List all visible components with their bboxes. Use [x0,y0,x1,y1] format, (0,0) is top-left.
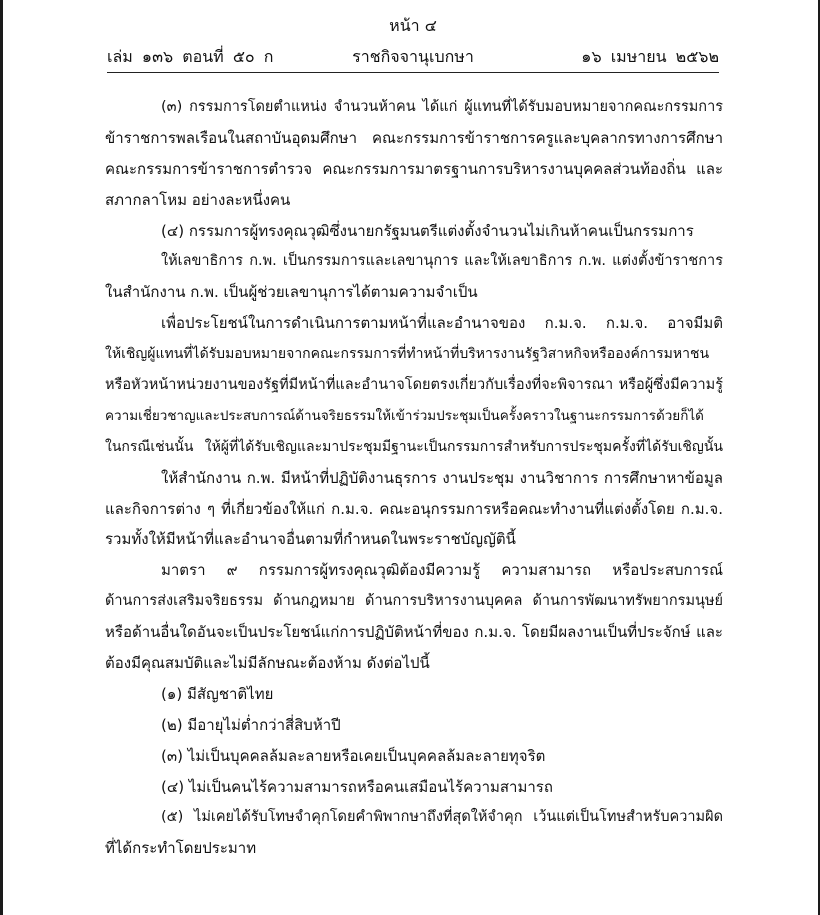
body-line: และกิจการต่าง ๆ ที่เกี่ยวข้องให้แก่ ก.ม.จ. คณะอนุกรรมการหรือคณะทำงานที่แต่งตั้งโดย ก.ม.จ. [105,499,723,518]
body-line: ความเชี่ยวชาญและประสบการณ์ด้านจริยธรรมให้เข้าร่วมประชุมเป็นครั้งคราวในฐานะกรรมการด้วยก็ได้ [105,407,704,424]
volume-issue: เล่ม ๑๓๖ ตอนที่ ๕๐ ก [107,47,274,66]
body-line: ข้าราชการพลเรือนในสถาบันอุดมศึกษา คณะกรรมการข้าราชการครูและบุคลากรทางการศึกษา [105,128,723,147]
body-line: หรือด้านอื่นใดอันจะเป็นประโยชน์แก่การปฏิบัติหน้าที่ของ ก.ม.จ. โดยมีผลงานเป็นที่ประจักษ์ และ [105,623,723,642]
body-line: ให้เชิญผู้แทนที่ได้รับมอบหมายจากคณะกรรมการที่ทำหน้าที่บริหารงานรัฐวิสาหกิจหรือองค์การมหาชน [105,346,710,363]
header-divider [107,72,719,73]
body-line: ในกรณีเช่นนั้น ให้ผู้ที่ได้รับเชิญและมาประชุมมีฐานะเป็นกรรมการสำหรับการประชุมครั้งที่ได้รับเชิญนั้น [105,438,723,455]
body-line: (๓) ไม่เป็นบุคคลล้มละลายหรือเคยเป็นบุคคลล้มละลายทุจริต [161,746,546,765]
document-body [105,92,723,864]
body-line: (๔) ไม่เป็นคนไร้ความสามารถหรือคนเสมือนไร้ความสามารถ [161,777,553,796]
body-line: คณะกรรมการข้าราชการตำรวจ คณะกรรมการมาตรฐานการบริหารงานบุคคลส่วนท้องถิ่น และ [105,159,723,178]
body-line: ต้องมีคุณสมบัติและไม่มีลักษณะต้องห้าม ดังต่อไปนี้ [105,654,430,673]
body-line: รวมทั้งให้มีหน้าที่และอำนาจอื่นตามที่กำหนดในพระราชบัญญัตินี้ [105,530,516,549]
body-line: (๓) กรรมการโดยตำแหน่ง จำนวนห้าคน ได้แก่ ผู้แทนที่ได้รับมอบหมายจากคณะกรรมการ [161,99,723,115]
gazette-header [107,46,719,68]
body-line: เพื่อประโยชน์ในการดำเนินการตามหน้าที่และอำนาจของ ก.ม.จ. ก.ม.จ. อาจมีมติ [161,314,723,333]
body-line: มาตรา ๙ กรรมการผู้ทรงคุณวุฒิต้องมีความรู้ ความสามารถ หรือประสบการณ์ [161,561,723,580]
page-number: หน้า ๔ [389,16,437,35]
body-line: ที่ได้กระทำโดยประมาท [105,839,257,858]
body-line: (๑) มีสัญชาติไทย [161,684,274,703]
body-line: (๒) มีอายุไม่ต่ำกว่าสี่สิบห้าปี [161,715,341,734]
body-line: ในสำนักงาน ก.พ. เป็นผู้ช่วยเลขานุการได้ตามความจำเป็น [105,283,478,302]
body-line: ให้สำนักงาน ก.พ. มีหน้าที่ปฏิบัติงานธุรการ งานประชุม งานวิชาการ การศึกษาหาข้อมูล [161,468,723,487]
body-line: ด้านการส่งเสริมจริยธรรม ด้านกฎหมาย ด้านการบริหารงานบุคคล ด้านการพัฒนาทรัพยากรมนุษย์ [105,593,723,610]
body-line: สภากลาโหม อย่างละหนึ่งคน [105,190,291,209]
body-line: (๕) ไม่เคยได้รับโทษจำคุกโดยคำพิพากษาถึงที่สุดให้จำคุก เว้นแต่เป็นโทษสำหรับความผิด [161,809,723,826]
body-line: หรือหัวหน้าหน่วยงานของรัฐที่มีหน้าที่และอำนาจโดยตรงเกี่ยวกับเรื่องที่จะพิจารณา หรือผู้ซึ่งมีความรู้ [105,377,723,394]
publication-date: ๑๖ เมษายน ๒๕๖๒ [581,47,719,66]
body-line: (๔) กรรมการผู้ทรงคุณวุฒิซึ่งนายกรัฐมนตรีแต่งตั้งจำนวนไม่เกินห้าคนเป็นกรรมการ [161,221,694,240]
body-line: ให้เลขาธิการ ก.พ. เป็นกรรมการและเลขานุการ และให้เลขาธิการ ก.พ. แต่งตั้งข้าราชการ [161,253,723,270]
gazette-title: ราชกิจจานุเบกษา [352,47,474,66]
